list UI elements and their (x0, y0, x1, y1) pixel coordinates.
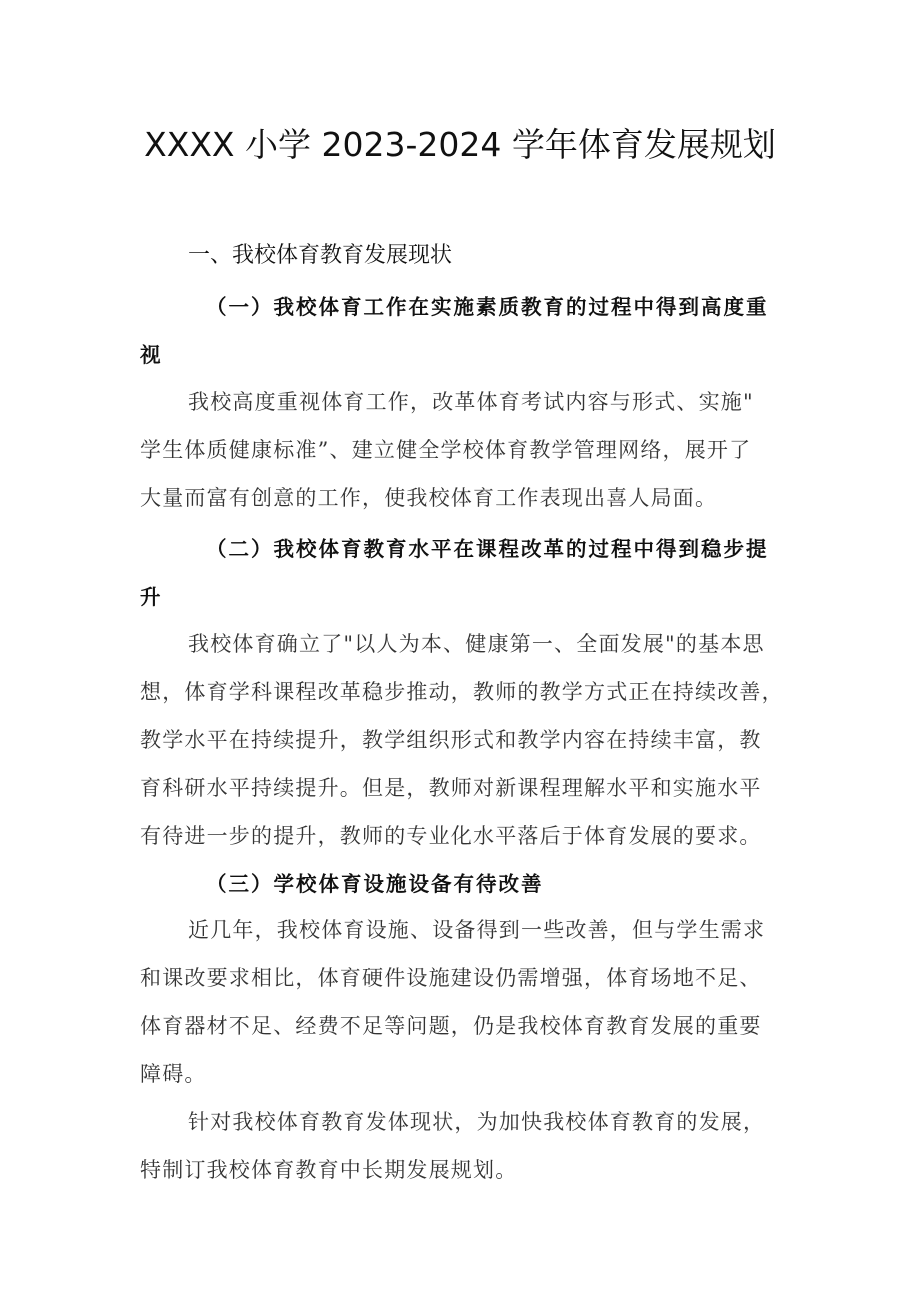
paragraph-line: 体育器材不足、经费不足等问题，仍是我校体育教育发展的重要 (140, 1014, 762, 1038)
paragraph-4 (140, 1098, 790, 1194)
paragraph-3 (140, 906, 790, 1098)
paragraph-line: 有待进一步的提升，教师的专业化水平落后于体育发展的要求。 (140, 824, 762, 848)
paragraph-line: 近几年，我校体育设施、设备得到一些改善，但与学生需求 (188, 918, 766, 942)
paragraph-line: 和课改要求相比，体育硬件设施建设仍需增强，体育场地不足、 (140, 966, 762, 990)
subsection-heading-2-line: 升 (140, 585, 163, 609)
paragraph-2 (140, 620, 790, 860)
paragraph-line: 特制订我校体育教育中长期发展规划。 (140, 1158, 518, 1182)
paragraph-line: 针对我校体育教育发体现状，为加快我校体育教育的发展， (188, 1110, 766, 1134)
paragraph-line: 我校高度重视体育工作，改革体育考试内容与形式、实施" (188, 390, 754, 414)
subsection-heading-1 (140, 283, 790, 379)
subsection-heading-1-line: 视 (140, 343, 163, 367)
paragraph-line: 学生体质健康标准”、建立健全学校体育教学管理网络，展开了 (140, 438, 752, 462)
paragraph-line: 我校体育确立了"以人为本、健康第一、全面发展"的基本思 (188, 632, 765, 656)
subsection-heading-1-line: （一）我校体育工作在实施素质教育的过程中得到高度重 (206, 295, 769, 319)
subsection-heading-2 (140, 525, 790, 621)
subsection-heading-3 (140, 860, 790, 908)
paragraph-line: 育科研水平持续提升。但是，教师对新课程理解水平和实施水平 (140, 776, 762, 800)
document-title: XXXX 小学 2023-2024 学年体育发展规划 (144, 125, 776, 164)
paragraph-line: 大量而富有创意的工作，使我校体育工作表现出喜人局面。 (140, 486, 718, 510)
paragraph-line: 想，体育学科课程改革稳步推动，教师的教学方式正在持续改善， (140, 680, 784, 704)
subsection-heading-2-line: （二）我校体育教育水平在课程改革的过程中得到稳步提 (206, 537, 769, 561)
paragraph-line: 教学水平在持续提升，教学组织形式和教学内容在持续丰富，教 (140, 728, 762, 752)
section-heading: 一、我校体育教育发展现状 (188, 243, 453, 268)
paragraph-1 (140, 378, 790, 522)
subsection-heading-3-line: （三）学校体育设施设备有待改善 (206, 872, 544, 896)
paragraph-line: 障碍。 (140, 1062, 207, 1086)
